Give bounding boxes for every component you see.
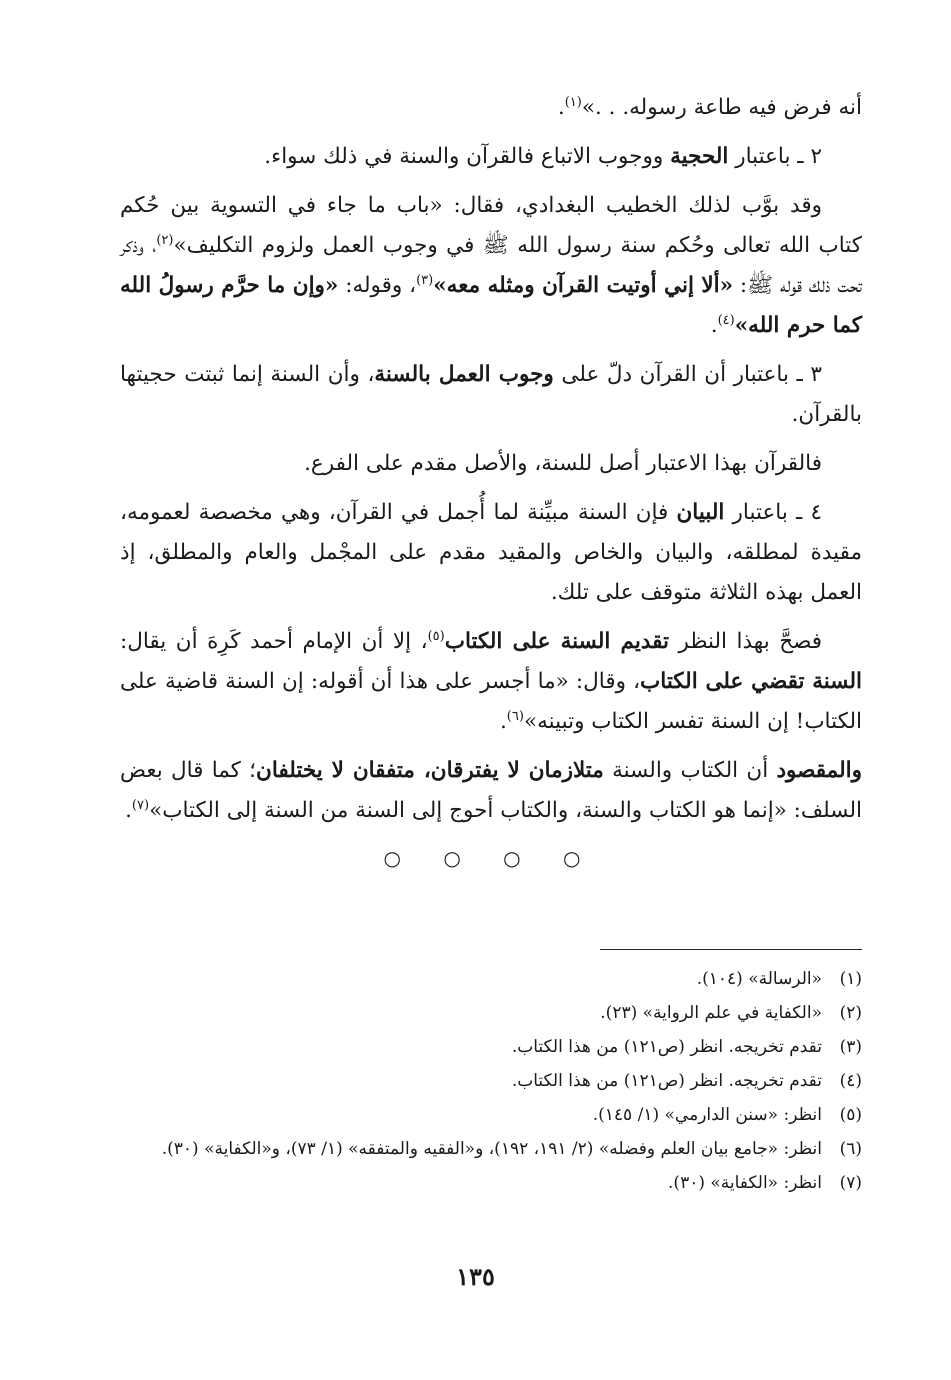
- paragraph: [120, 88, 862, 128]
- footnote-number: (٤): [839, 1071, 862, 1091]
- bold-text: البيان: [676, 500, 725, 525]
- bold-text: والمقصود: [776, 758, 862, 783]
- text-segment: أن الكتاب والسنة: [603, 758, 777, 783]
- footnote-number: (٥): [839, 1105, 862, 1125]
- bold-text: وجوب العمل بالسنة: [374, 362, 554, 387]
- footnote-number: (١): [839, 969, 862, 989]
- text-segment: فصحَّ بهذا النظر: [668, 629, 823, 654]
- text-segment: ٣ ـ باعتبار أن القرآن دلّ على: [553, 362, 822, 387]
- text-segment: .: [557, 95, 565, 120]
- footnote-text: انظر: «سنن الدارمي» (١/ ١٤٥).: [592, 1105, 822, 1125]
- footnote-text: «الكفاية في علم الرواية» (٢٣).: [600, 1003, 822, 1023]
- text-segment: ، وذكر تحت ذلك قوله ﷺ:: [120, 233, 862, 298]
- bold-text: «ألا إني أوتيت القرآن ومثله معه»: [433, 273, 734, 298]
- footnote-number: (٦): [839, 1139, 862, 1159]
- footnote: [120, 962, 862, 996]
- footnote-ref: (٤): [717, 312, 735, 328]
- footnote: [120, 1064, 862, 1098]
- text-segment: ؛ كما قال بعض السلف: «إنما هو الكتاب والسنة، والكتاب أحوج إلى السنة من السنة إلى الكتاب»: [120, 758, 862, 823]
- paragraph: [120, 186, 862, 346]
- paragraph: [120, 622, 862, 742]
- footnote-number: (٧): [839, 1173, 862, 1193]
- text-segment: .: [125, 798, 132, 823]
- text-segment: .: [710, 313, 718, 338]
- text-segment: ووجوب الاتباع فالقرآن والسنة في ذلك سواء.: [264, 144, 671, 169]
- text-segment: ٢ ـ باعتبار: [728, 144, 822, 169]
- footnote-ref: (٢): [156, 232, 174, 248]
- footnote-text: تقدم تخريجه. انظر (ص١٢١) من هذا الكتاب.: [511, 1037, 822, 1057]
- text-segment: ٤ ـ باعتبار: [724, 500, 823, 525]
- text-segment: وقد بوَّب لذلك الخطيب البغدادي، فقال: «باب ما جاء في التسوية بين حُكم كتاب الله تعالى وحُكم سنة رسول الله ﷺ في وجوب العمل ولزوم التكليف»: [120, 193, 862, 258]
- footnote: [120, 1132, 862, 1166]
- paragraph: [120, 751, 862, 831]
- text-segment: فالقرآن بهذا الاعتبار أصل للسنة، والأصل مقدم على الفرع.: [304, 451, 822, 476]
- footnote-ref: (٦): [506, 708, 524, 724]
- footnote: [120, 996, 862, 1030]
- footnote-text: «الرسالة» (١٠٤).: [696, 969, 822, 989]
- footnote-number: (٢): [839, 1003, 862, 1023]
- page-number: ١٣٥: [456, 1262, 495, 1291]
- footnote-text: انظر: «جامع بيان العلم وفضله» (٢/ ١٩١، ١٩٢)، و«الفقيه والمتفقه» (١/ ٧٣)، و«الكفاية» (٣٠).: [161, 1139, 822, 1159]
- footnote: [120, 1166, 862, 1200]
- paragraph: [120, 444, 862, 484]
- footnote-ref: (٥): [427, 628, 445, 644]
- paragraph: [120, 137, 862, 177]
- text-segment: ، وقوله:: [338, 273, 417, 298]
- footnote: [120, 1098, 862, 1132]
- footnote: [120, 1030, 862, 1064]
- text-segment: فإن السنة مبيِّنة لما أُجمل في القرآن، وهي مخصصة لعمومه، مقيدة لمطلقه، والبيان والخاص والمقيد مقدم على المجْمل والعام والمطلق، إذ العمل بهذه الثلاثة متوقف على تلك.: [120, 500, 862, 605]
- text-segment: أنه فرض فيه طاعة رسوله. . .»: [581, 95, 862, 120]
- footnote-number: (٣): [839, 1037, 862, 1057]
- paragraph: [120, 493, 862, 613]
- text-segment: .: [499, 709, 507, 734]
- bold-text: السنة تقضي على الكتاب: [640, 669, 862, 694]
- text-segment: ، إلا أن الإمام أحمد كَرِهَ أن يقال:: [120, 629, 428, 654]
- text-segment: ، وأن السنة إنما ثبتت حجيتها بالقرآن.: [120, 362, 862, 427]
- footnote-ref: (١): [564, 94, 582, 110]
- text-segment: ، وقال: «ما أجسر على هذا أن أقوله: إن السنة قاضية على الكتاب! إن السنة تفسر الكتاب وتبينه»: [120, 669, 862, 734]
- footnote-ref: (٧): [131, 797, 150, 813]
- section-separator: ○ ○ ○ ○: [383, 846, 599, 870]
- bold-text: متلازمان لا يفترقان، متفقان لا يختلفان: [256, 758, 604, 783]
- main-text: [120, 88, 862, 873]
- footnote-text: تقدم تخريجه. انظر (ص١٢١) من هذا الكتاب.: [511, 1071, 822, 1091]
- bold-text: تقديم السنة على الكتاب: [444, 629, 669, 654]
- footnotes: [120, 962, 862, 1200]
- bold-text: الحجية: [670, 144, 729, 169]
- bold-text: «وإن ما حرَّم رسولُ الله كما حرم الله»: [120, 273, 862, 338]
- footnote-divider: [600, 949, 862, 950]
- footnote-ref: (٣): [416, 272, 434, 288]
- paragraph: [120, 355, 862, 435]
- footnote-text: انظر: «الكفاية» (٣٠).: [668, 1173, 822, 1193]
